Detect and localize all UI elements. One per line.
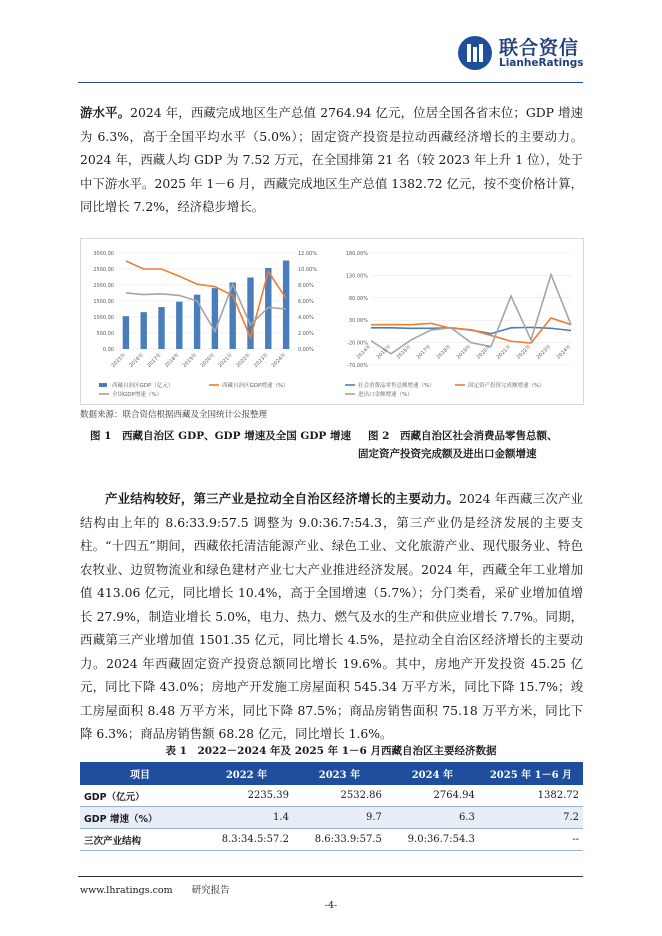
series-line — [371, 275, 571, 354]
table-cell: 6.3 — [386, 807, 479, 829]
y-axis-tick: 80.00% — [348, 295, 368, 302]
right-axis-tick: 4.00% — [298, 315, 314, 321]
y-axis-tick: -70.00% — [347, 363, 368, 369]
paragraph-2-lead: 产业结构较好，第三产业是拉动全自治区经济增长的主要动力。 — [105, 491, 460, 506]
right-axis-tick: 2.00% — [298, 331, 314, 337]
table-cell: 7.2 — [479, 807, 583, 829]
chart-gdp — [83, 241, 331, 401]
paragraph-1 — [80, 101, 583, 219]
x-axis-tick: 2021年 — [495, 343, 513, 361]
right-axis-tick: 10.00% — [298, 267, 318, 273]
x-axis-tick: 2021年 — [217, 352, 235, 369]
table-title: 表 1 2022－2024 年及 2025 年 1－6 月西藏自治区主要经济数据 — [165, 745, 497, 757]
x-axis-tick: 2023年 — [535, 343, 553, 361]
x-axis-tick: 2022年 — [235, 352, 252, 369]
table-cell: 1.4 — [200, 807, 293, 829]
logo-icon — [458, 36, 492, 70]
legend-label: 社会消费品零售总额增速（%） — [358, 383, 435, 389]
table-row — [80, 807, 583, 829]
table-cell: GDP 增速（%） — [80, 807, 200, 829]
right-axis-tick: 8.00% — [298, 283, 314, 289]
x-axis-tick: 2015年 — [110, 352, 128, 369]
gdp-bar — [212, 288, 218, 349]
x-axis-tick: 2024年 — [270, 352, 288, 369]
left-axis-tick: 3000.00 — [93, 251, 114, 257]
chart-growth-rates — [333, 241, 581, 401]
table-cell: 8.6:33.9:57.5 — [293, 829, 386, 851]
legend-label: 进出口金额增速（%） — [358, 392, 413, 398]
gdp-bar — [283, 261, 289, 349]
left-axis-tick: 1000.00 — [93, 315, 114, 321]
left-axis-tick: 500.00 — [96, 331, 114, 337]
paragraph-1-body: 2024 年，西藏完成地区生产总值 2764.94 亿元，位居全国各省末位；GDP 增速为 6.3%，高于全国平均水平（5.0%）；固定资产投资是拉动西藏经济增长的主要动力。2024 年，西藏人均 GDP 为 7.52 万元，在全国排第 21 名（较 2023 年上升 1 位），处于中下游水平。2025 年 1－6 月，西藏完成地区生产总值 1382.72 亿元，按不变价格计算，同比增长 7.2%，经济稳步增长。 — [80, 105, 583, 214]
gdp-bar — [123, 316, 129, 349]
x-axis-tick: 2022年 — [515, 343, 533, 361]
x-axis-tick: 2015年 — [375, 343, 393, 361]
table-cell: -- — [479, 829, 583, 851]
table-cell: 8.3:34.5:57.2 — [200, 829, 293, 851]
figure-2-caption-line1: 图 2 西藏自治区社会消费品零售总额、 — [368, 430, 558, 442]
series-line — [126, 261, 286, 338]
x-axis-tick: 2019年 — [455, 343, 473, 361]
table-cell: 三次产业结构 — [80, 829, 200, 851]
gdp-bar — [229, 282, 235, 349]
x-axis-tick: 2023年 — [252, 352, 270, 369]
y-axis-tick: 180.00% — [345, 251, 368, 257]
paragraph-2-body: 2024 年西藏三次产业结构由上年的 8.6:33.9:57.5 调整为 9.0:36.7:54.3，第三产业仍是经济发展的主要支柱。“十四五”期间，西藏依托清洁能源产业、绿色工业、文化旅游产业、现代服务业、特色农牧业、边贸物流业和绿色建材产业七大产业推进经济发展。2024 年，西藏全年工业增加值 413.06 亿元，同比增长 10.4%，高于全国增速（5.7%）；分门类看，采矿业增加值增长 27.9%，制造业增长 5.0%，电力、热力、燃气及水的生产和供应业增长 7.7%。同期，西藏第三产业增加值 1501.35 亿元，同比增长 4.5%，是拉动全自治区经济增长的主要动力。2024 年西藏固定资产投资总额同比增长 19.6%。其中，房地产开发投资 45.25 亿元，同比下降 43.0%；房地产开发施工房屋面积 545.34 万平方米，同比下降 15.7%；竣工房屋面积 8.48 万平方米，同比下降 87.5%；商品房销售面积 75.18 万平方米，同比下降 6.3%；商品房销售额 68.28 亿元，同比增长 1.6%。 — [80, 491, 583, 741]
x-axis-tick: 2017年 — [415, 343, 433, 361]
figure-1-caption: 图 1 西藏自治区 GDP、GDP 增速及全国 GDP 增速 — [90, 430, 351, 442]
x-axis-tick: 2018年 — [435, 343, 453, 361]
legend-label: 固定资产投资完成额增速（%） — [468, 383, 545, 389]
gdp-bar — [158, 307, 164, 349]
paragraph-1-lead: 游水平。 — [80, 105, 131, 120]
table-cell: 2532.86 — [293, 785, 386, 807]
x-axis-tick: 2020年 — [199, 352, 217, 369]
table-cell: 9.7 — [293, 807, 386, 829]
x-axis-tick: 2020年 — [475, 343, 493, 361]
table-header-cell: 2022 年 — [200, 762, 293, 785]
table-cell: 9.0:36.7:54.3 — [386, 829, 479, 851]
table-header-cell: 2024 年 — [386, 762, 479, 785]
x-axis-tick: 2019年 — [181, 352, 199, 369]
gdp-bar — [194, 295, 200, 349]
page-number: -4- — [324, 900, 338, 911]
footer-site: www.lhratings.com 研究报告 — [80, 885, 230, 896]
left-axis-tick: 2000.00 — [93, 283, 114, 289]
table-header-cell: 2025 年 1－6 月 — [479, 762, 583, 785]
series-line — [126, 284, 286, 331]
paragraph-2 — [80, 487, 583, 746]
table-row — [80, 785, 583, 807]
table-header-cell: 2023 年 — [293, 762, 386, 785]
gdp-bar — [140, 312, 146, 349]
logo-en-text: LianheRatings — [499, 57, 584, 69]
footer-divider — [78, 876, 583, 877]
right-axis-tick: 12.00% — [298, 251, 318, 257]
legend-label: 西藏自治区GDP（亿元） — [112, 383, 174, 389]
x-axis-tick: 2016年 — [395, 343, 413, 361]
gdp-bar — [176, 302, 182, 349]
x-axis-tick: 2016年 — [128, 352, 146, 369]
table-cell: 2235.39 — [200, 785, 293, 807]
table-cell: GDP（亿元） — [80, 785, 200, 807]
x-axis-tick: 2018年 — [163, 352, 181, 369]
table-cell: 1382.72 — [479, 785, 583, 807]
table-header-cell: 项目 — [80, 762, 200, 785]
table-row — [80, 829, 583, 851]
figure-2-caption-line2: 固定资产投资完成额及进出口金额增速 — [358, 448, 537, 460]
left-axis-tick: 1500.00 — [93, 299, 114, 305]
y-axis-tick: 30.00% — [348, 318, 368, 325]
legend-swatch — [99, 383, 107, 387]
table-header-row — [80, 762, 583, 785]
table-cell: 2764.94 — [386, 785, 479, 807]
legend-label: 西藏自治区GDP增速（%） — [222, 383, 289, 389]
x-axis-tick: 2014年 — [355, 343, 373, 361]
x-axis-tick: 2024年 — [555, 343, 573, 361]
y-axis-tick: 130.00% — [345, 273, 368, 280]
economic-data-table — [80, 762, 583, 851]
left-axis-tick: 2500.00 — [93, 267, 114, 273]
x-axis-tick: 2017年 — [146, 352, 163, 369]
right-axis-tick: 6.00% — [298, 299, 314, 305]
left-axis-tick: 0.00 — [102, 347, 114, 353]
data-source-note: 数据来源：联合资信根据西藏及全国统计公报整理 — [80, 410, 268, 420]
header-divider — [78, 82, 583, 83]
legend-label: 全国GDP增速（%） — [112, 392, 163, 398]
y-axis-tick: -20.00% — [347, 340, 368, 347]
logo-cn-text: 联合资信 — [499, 37, 580, 59]
figure-panel — [80, 238, 584, 405]
right-axis-tick: 0.00% — [298, 347, 314, 353]
